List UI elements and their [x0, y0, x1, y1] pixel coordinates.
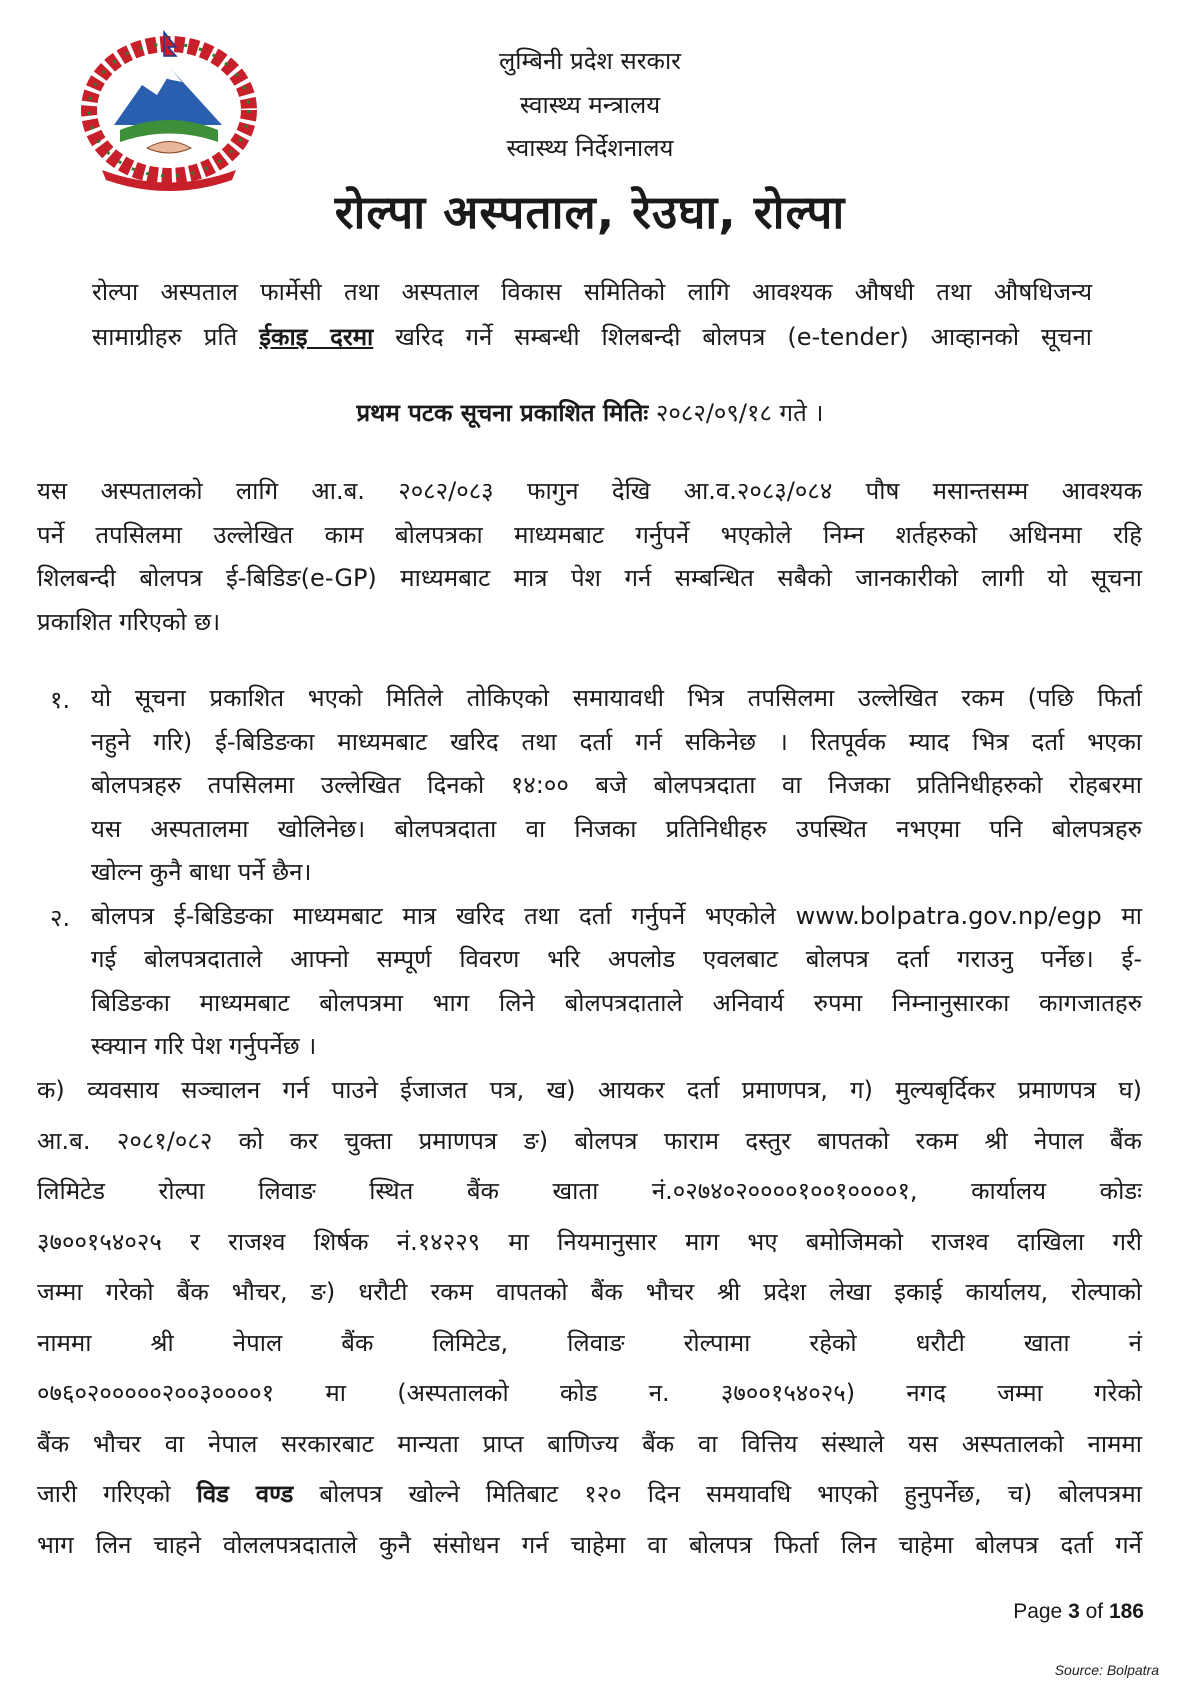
documents-line: [37, 1429, 1142, 1459]
text-segment: बोलपत्रहरु तपसिलमा उल्लेखित दिनको १४:०० बजे बोलपत्रदाता वा निजका प्रतिनिधीहरुको रोहबरमा: [91, 771, 1142, 799]
page-of: of: [1079, 1600, 1109, 1623]
documents-line: [37, 1075, 1142, 1105]
text-segment: स्क्यान गरि पेश गर्नुपर्नेछ ।: [91, 1032, 317, 1060]
text-segment: लिमिटेड रोल्पा लिवाङ स्थित बैंक खाता नं.०२७४०२००००१००१००००१, कार्यालय कोडः: [37, 1177, 1142, 1205]
text-segment: भाग लिन चाहने वोललपत्रदाताले कुनै संसोधन गर्न चाहेमा वा बोलपत्र फिर्ता लिन चाहेमा बोलपत्र दर्ता गर्ने: [37, 1530, 1142, 1559]
text-segment: शिलबन्दी बोलपत्र ई-बिडिङ(e-GP) माध्यमबाट मात्र पेश गर्न सम्बन्धित सबैको जानकारीको लागी यो सूचना: [37, 564, 1142, 592]
text-segment: नाममा श्री नेपाल बैंक लिमिटेड, लिवाङ रोल्पामा रहेको धरौटी खाता नं: [37, 1328, 1142, 1357]
documents-line: [37, 1530, 1142, 1560]
text-segment: खोल्न कुनै बाधा पर्ने छैन।: [91, 858, 312, 886]
text-segment: खरिद गर्ने सम्बन्धी शिलबन्दी बोलपत्र (e-tender) आव्हानको सूचना: [373, 323, 1092, 351]
text-segment: पर्ने तपसिलमा उल्लेखित काम बोलपत्रका माध्यमबाट गर्नुपर्ने भएकोले निम्न शर्तहरुको अधिनमा रहि: [37, 520, 1142, 549]
source-credit: Source: Bolpatra: [1054, 1662, 1159, 1678]
intro-line: [37, 520, 1142, 550]
text-segment: यो सूचना प्रकाशित भएको मितिले तोकिएको समायावधी भित्र तपसिलमा उल्लेखित रकम (पछि फिर्ता: [91, 684, 1142, 712]
province-name: लुम्बिनी प्रदेश सरकार: [498, 47, 681, 75]
text-segment: २०८२/०९/१८ गते ।: [648, 399, 824, 427]
emphasized-text: प्रथम पटक सूचना प्रकाशित मितिः: [356, 399, 649, 427]
text-segment: ३७००१५४०२५ र राजश्व शिर्षक नं.१४२२९ मा नियमानुसार माग भए बमोजिमको राजश्व दाखिला गरी: [37, 1227, 1142, 1256]
emphasized-text: ईकाइ दरमा: [259, 323, 374, 351]
text-segment: सामाग्रीहरु प्रति: [92, 323, 260, 351]
item-line: [91, 770, 1142, 800]
item-line: [91, 988, 1142, 1018]
text-segment: बोलपत्र खोल्ने मितिबाट १२० दिन समयावधि भाएको हुनुपर्नेछ, च) बोलपत्रमा: [293, 1480, 1143, 1508]
intro-line: [37, 476, 1142, 506]
subject-line: [92, 322, 1092, 352]
text-segment: प्रकाशित गरिएको छ।: [37, 607, 221, 636]
item-line: [91, 857, 1142, 887]
documents-line: [37, 1227, 1142, 1257]
text-segment: बैंक भौचर वा नेपाल सरकारबाट मान्यता प्राप्त बाणिज्य बैंक वा वित्तिय संस्थाले यस अस्पतालको नाममा: [37, 1429, 1142, 1458]
hospital-title: रोल्पा अस्पताल, रेउघा, रोल्पा: [334, 185, 846, 239]
intro-line: [37, 607, 1142, 637]
item-line: [91, 683, 1142, 713]
page-label: Page: [1013, 1600, 1069, 1623]
intro-line: [37, 563, 1142, 593]
ministry-name: स्वास्थ्य मन्त्रालय: [519, 91, 661, 119]
nepal-government-emblem-icon: [72, 30, 266, 192]
page-current: 3: [1068, 1600, 1080, 1623]
text-segment: जम्मा गरेको बैंक भौचर, ङ) धरौटी रकम वापतको बैंक भौचर श्री प्रदेश लेखा इकाई कार्यालय, रोल्पाको: [37, 1278, 1142, 1306]
item-line: [91, 1031, 1142, 1061]
text-segment: जारी गरिएको: [37, 1480, 197, 1508]
publish-date-line: [190, 398, 990, 428]
documents-line: [37, 1176, 1142, 1206]
directorate-name: स्वास्थ्य निर्देशनालय: [506, 134, 674, 162]
text-segment: रोल्पा अस्पताल फार्मेसी तथा अस्पताल विकास समितिको लागि आवश्यक औषधी तथा औषधिजन्य: [92, 278, 1092, 306]
text-segment: गई बोलपत्रदाताले आफ्नो सम्पूर्ण विवरण भरि अपलोड एवलबाट बोलपत्र दर्ता गराउनु पर्नेछ। ई-: [91, 945, 1142, 973]
text-segment: ०७६०२०००००२००३००००१ मा (अस्पतालको कोड न. ३७००१५४०२५) नगद जम्मा गरेको: [37, 1379, 1142, 1407]
item-line: [91, 901, 1142, 931]
item-line: [91, 814, 1142, 844]
documents-line: [37, 1328, 1142, 1358]
documents-line: [37, 1479, 1142, 1509]
text-segment: क) व्यवसाय सञ्चालन गर्न पाउने ईजाजत पत्र, ख) आयकर दर्ता प्रमाणपत्र, ग) मुल्यबृर्दिकर प्रमाणपत्र घ): [37, 1076, 1142, 1104]
text-segment: बिडिङका माध्यमबाट बोलपत्रमा भाग लिने बोलपत्रदाताले अनिवार्य रुपमा निम्नानुसारका कागजातहरु: [91, 988, 1142, 1017]
item-number: १.: [50, 686, 71, 714]
page-number: [1013, 1600, 1144, 1624]
documents-line: [37, 1277, 1142, 1307]
item-number: २.: [50, 903, 71, 932]
item-line: [91, 944, 1142, 974]
documents-line: [37, 1126, 1142, 1156]
subject-line: [92, 277, 1092, 307]
text-segment: यस अस्पतालको लागि आ.ब. २०८२/०८३ फागुन देखि आ.व.२०८३/०८४ पौष मसान्तसम्म आवश्यक: [37, 477, 1142, 505]
emphasized-text: विड वण्ड: [196, 1480, 294, 1508]
text-segment: नहुने गरि) ई-बिडिङका माध्यमबाट खरिद तथा दर्ता गर्न सकिनेछ । रितपूर्वक म्याद भित्र दर्ता भएका: [91, 727, 1142, 756]
documents-line: [37, 1378, 1142, 1408]
text-segment: आ.ब. २०८१/०८२ को कर चुक्ता प्रमाणपत्र ङ) बोलपत्र फाराम दस्तुर बापतको रकम श्री नेपाल बैंक: [37, 1126, 1142, 1155]
item-line: [91, 727, 1142, 757]
text-segment: यस अस्पतालमा खोलिनेछ। बोलपत्रदाता वा निजका प्रतिनिधीहरु उपस्थित नभएमा पनि बोलपत्रहरु: [91, 814, 1142, 843]
text-segment: बोलपत्र ई-बिडिङका माध्यमबाट मात्र खरिद तथा दर्ता गर्नुपर्ने भएकोले www.bolpatra.gov.np/egp मा: [91, 901, 1142, 930]
page-total: 186: [1108, 1600, 1144, 1623]
